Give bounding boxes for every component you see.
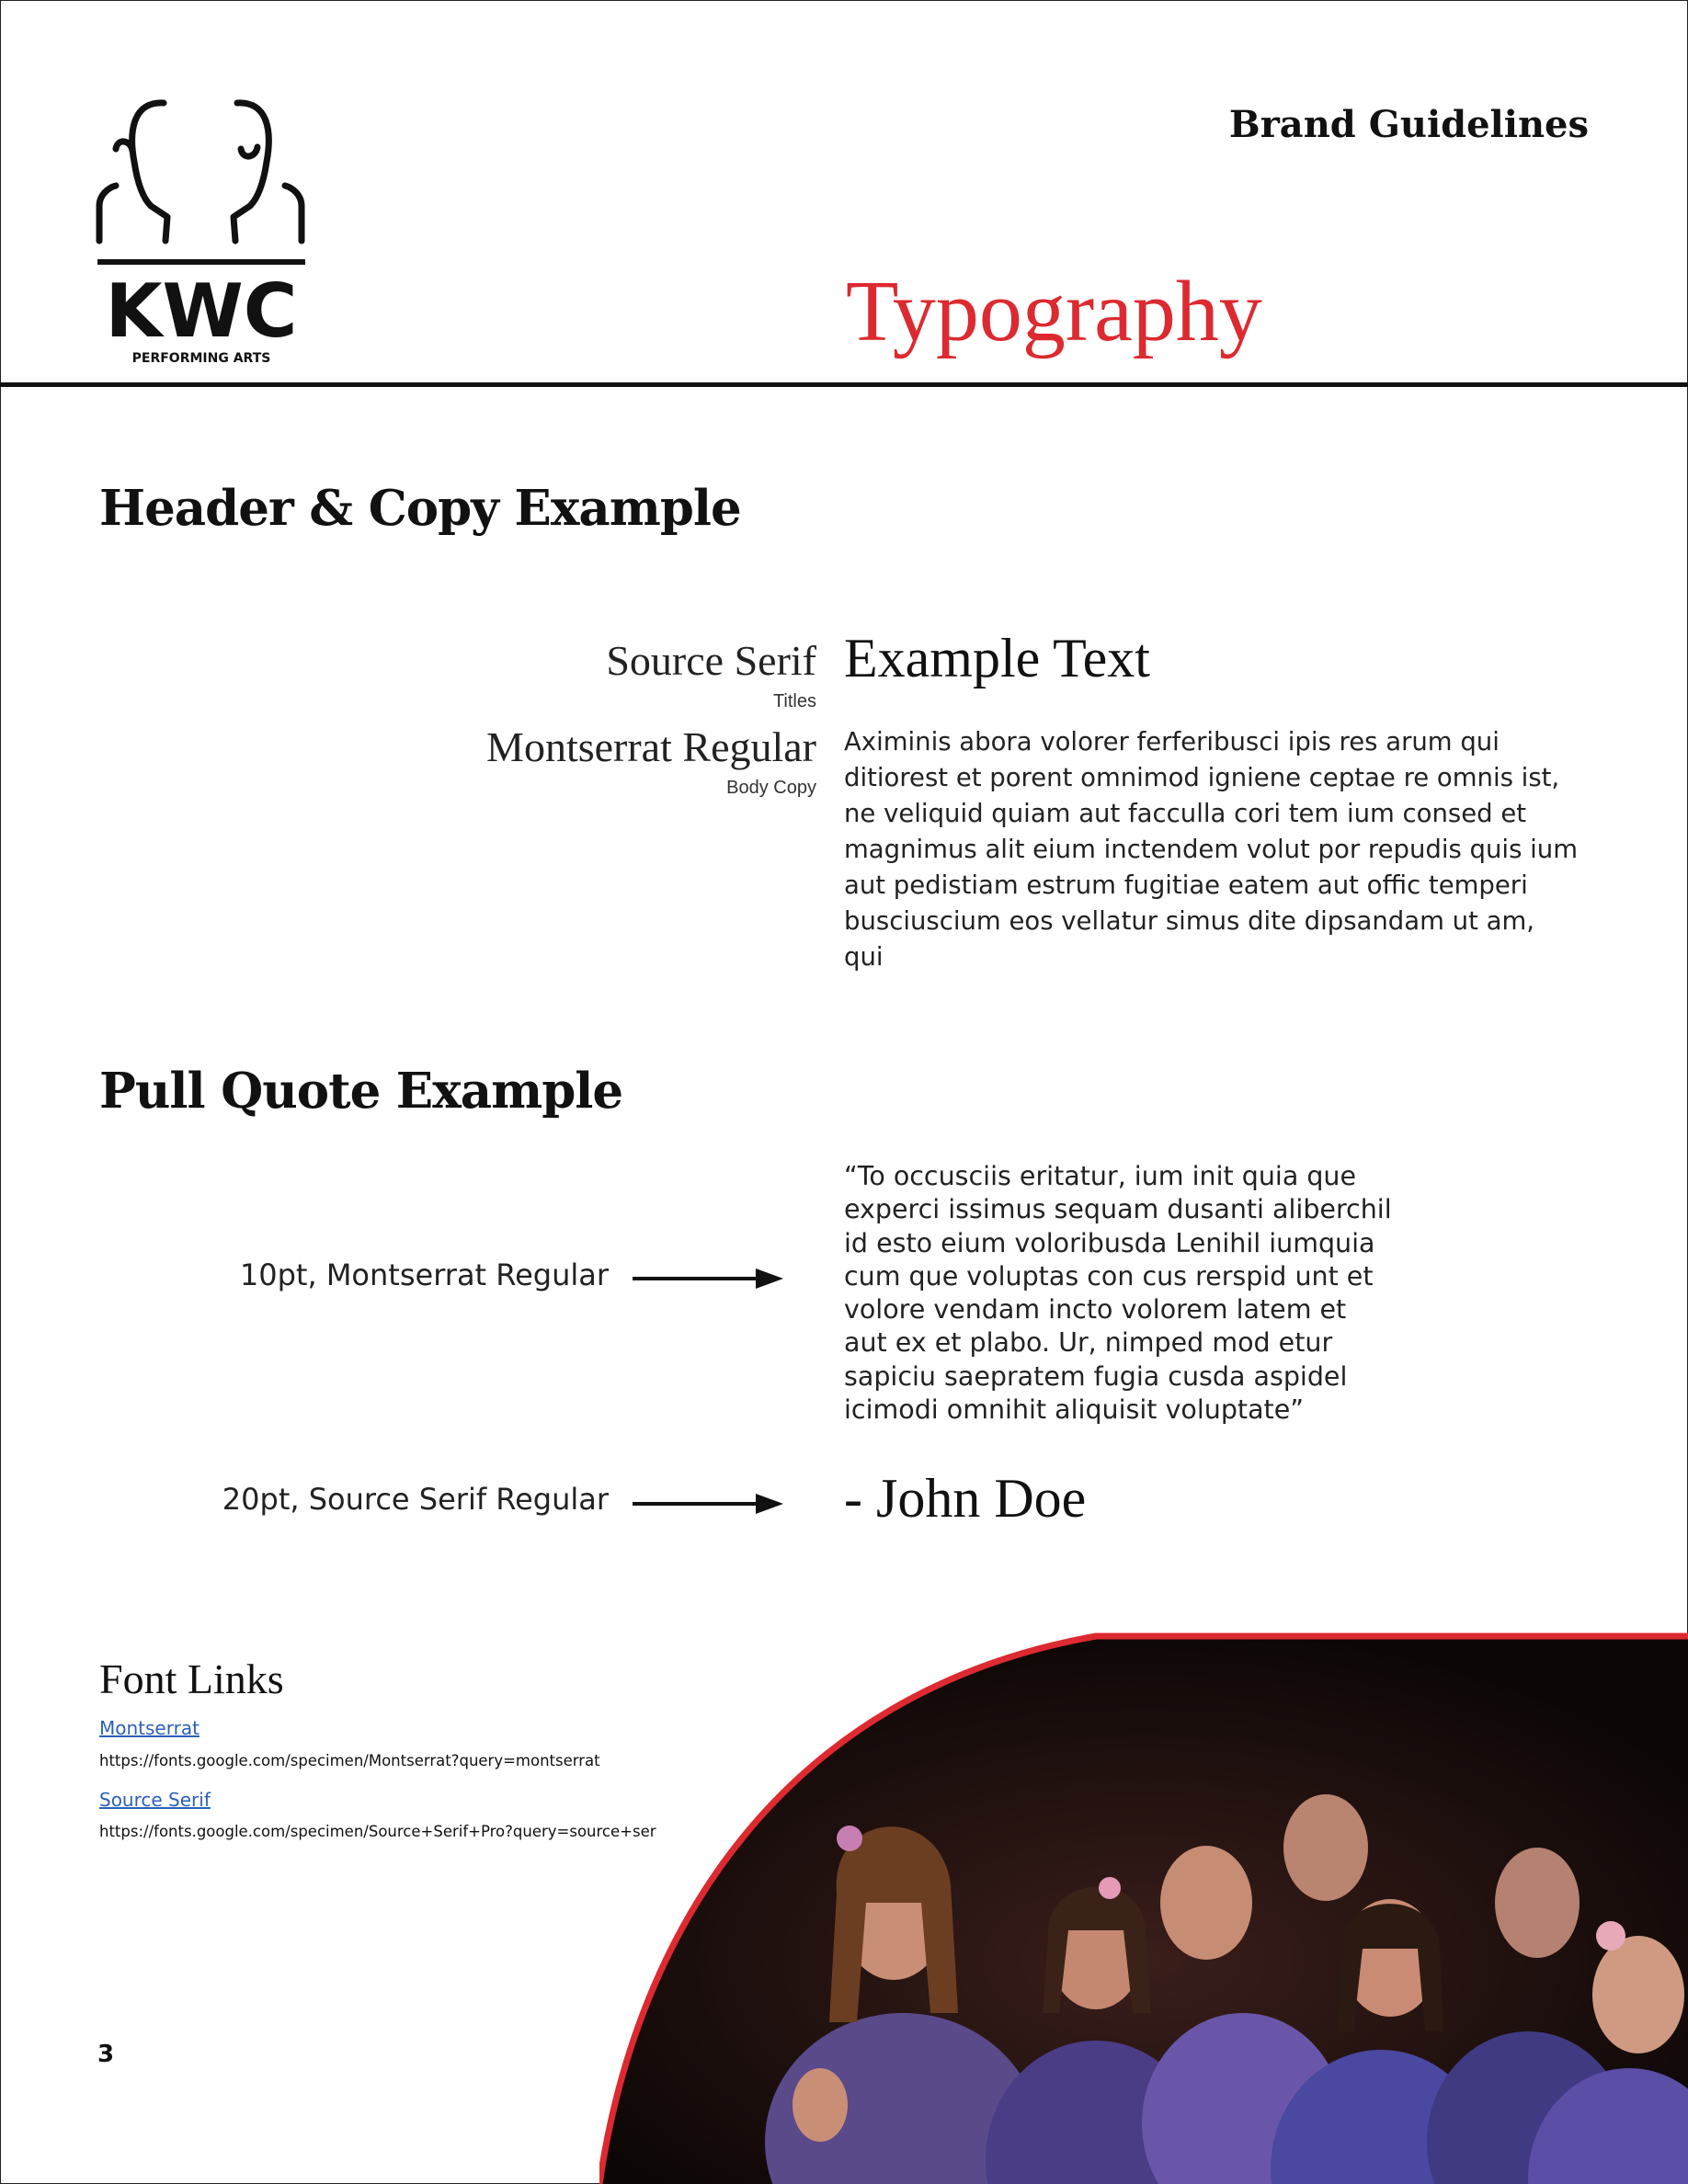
kwc-logo — [96, 96, 307, 371]
body-font-usage: Body Copy — [726, 778, 816, 798]
header-copy-heading: Header & Copy Example — [99, 480, 741, 537]
logo-tagline: PERFORMING ARTS — [131, 351, 271, 366]
example-body-copy: Aximinis abora volorer ferferibusci ipis res arum qui ditiorest et porent omnimod igniene ceptae re omnis ist, ne veliquid quiam aut facculla cori tem ium consed et magnimus alit eium inctendem volut por repudis quis ium aut pedistiam estrum fugitiae eatem aut offic temperi busciuscium eos vellatur simus dite dipsandam ut am, qui — [844, 727, 1578, 972]
source-serif-url: https://fonts.google.com/specimen/Source+Serif+Pro?query=source+ser — [99, 1823, 656, 1840]
arrow-right-icon — [631, 1267, 785, 1291]
montserrat-url: https://fonts.google.com/specimen/Montserrat?query=montserrat — [99, 1752, 600, 1769]
brand-guidelines-title: Brand Guidelines — [1228, 103, 1589, 146]
title-font-usage: Titles — [772, 691, 816, 711]
arrow-right-icon — [631, 1492, 785, 1516]
example-title-text: Example Text — [844, 628, 1150, 688]
performance-photo — [599, 1627, 1688, 2184]
page-number: 3 — [97, 2041, 115, 2068]
pull-quote-heading: Pull Quote Example — [99, 1063, 623, 1120]
title-font-label: Source Serif — [606, 637, 816, 684]
header-divider — [0, 382, 1688, 387]
pull-quote-text: “To occusciis eritatur, ium init quia que experci issimus sequam dusanti aliberchil id esto eium voloribusda Lenihil iumquia cum que voluptas con cus rerspid unt et volore vendam incto volorem latem et aut ex et plabo. Ur, nimped mod etur sapiciu saepratem fugia cusda aspidel icimodi omnihit aliquisit voluptate” — [844, 1161, 1392, 1426]
font-links-heading: Font Links — [99, 1655, 284, 1702]
montserrat-link[interactable]: Montserrat — [99, 1717, 200, 1739]
page-title: Typography — [846, 264, 1262, 359]
attribution-font-annotation: 20pt, Source Serif Regular — [222, 1482, 609, 1517]
quote-font-annotation: 10pt, Montserrat Regular — [239, 1257, 609, 1292]
logo-wordmark: KWC — [105, 268, 298, 354]
quote-attribution: - John Doe — [844, 1468, 1087, 1529]
source-serif-link[interactable]: Source Serif — [99, 1789, 211, 1811]
body-font-label: Montserrat Regular — [486, 723, 816, 770]
